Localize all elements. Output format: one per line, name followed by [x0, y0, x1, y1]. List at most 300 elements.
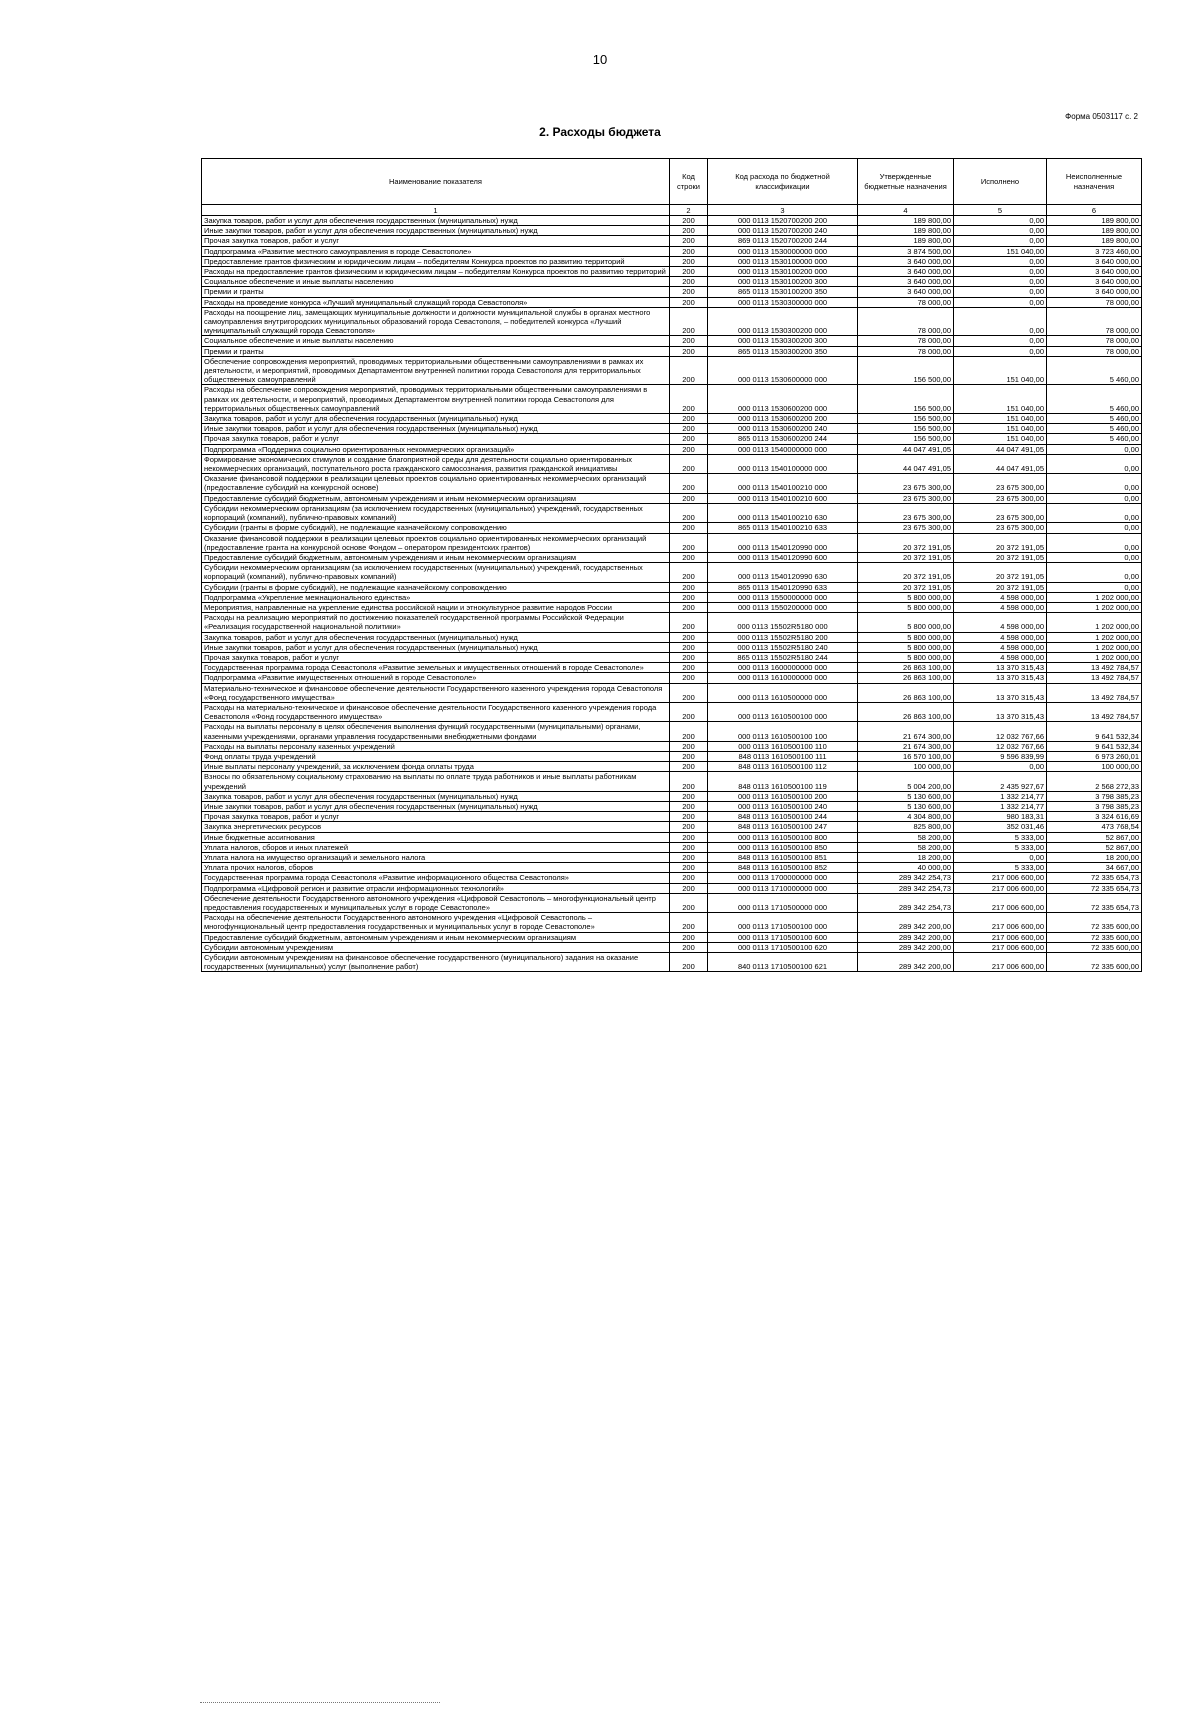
cell-executed: 352 031,46 — [954, 822, 1047, 832]
cell-name: Иные закупки товаров, работ и услуг для обеспечения государственных (муниципальных) нужд — [202, 801, 670, 811]
cell-line-code: 200 — [670, 336, 708, 346]
cell-approved: 289 342 200,00 — [858, 913, 954, 932]
cell-line-code: 200 — [670, 762, 708, 772]
cell-unexecuted: 189 800,00 — [1047, 236, 1142, 246]
cell-executed: 5 333,00 — [954, 863, 1047, 873]
cell-unexecuted: 1 202 000,00 — [1047, 602, 1142, 612]
cell-line-code: 200 — [670, 702, 708, 721]
cell-budget-code: 848 0113 1610500100 247 — [708, 822, 858, 832]
cell-budget-code: 865 0113 15502R5180 244 — [708, 652, 858, 662]
cell-executed: 4 598 000,00 — [954, 652, 1047, 662]
table-row — [202, 722, 1142, 741]
cell-executed: 44 047 491,05 — [954, 444, 1047, 454]
header-line-code: Код строки — [670, 159, 708, 205]
header-budget-code: Код расхода по бюджетной классификации — [708, 159, 858, 205]
cell-unexecuted: 78 000,00 — [1047, 307, 1142, 336]
cell-name: Премии и гранты — [202, 287, 670, 297]
table-row — [202, 592, 1142, 602]
cell-budget-code: 000 0113 1520700200 240 — [708, 226, 858, 236]
cell-unexecuted: 72 335 600,00 — [1047, 932, 1142, 942]
cell-approved: 26 863 100,00 — [858, 673, 954, 683]
cell-budget-code: 865 0113 1540120990 633 — [708, 582, 858, 592]
cell-name: Уплата прочих налогов, сборов — [202, 863, 670, 873]
cell-name: Расходы на выплаты персоналу казенных учреждений — [202, 741, 670, 751]
cell-line-code: 200 — [670, 277, 708, 287]
cell-line-code: 200 — [670, 592, 708, 602]
cell-name: Закупка товаров, работ и услуг для обеспечения государственных (муниципальных) нужд — [202, 414, 670, 424]
cell-name: Предоставление субсидий бюджетным, автономным учреждениям и иным некоммерческим организациям — [202, 493, 670, 503]
cell-name: Расходы на реализацию мероприятий по достижению показателей государственной программы Российской Федерации «Реализация государственной национальной политики» — [202, 613, 670, 632]
cell-approved: 5 800 000,00 — [858, 642, 954, 652]
cell-executed: 217 006 600,00 — [954, 873, 1047, 883]
cell-name: Расходы на обеспечение сопровождения мероприятий, проводимых территориальными общественными самоуправлениями в рамках их деятельности, и мероприятий, проводимых Департаментом внутренней политики города Севастополя для территориальных общественных самоуправлений — [202, 385, 670, 414]
cell-unexecuted: 3 640 000,00 — [1047, 287, 1142, 297]
cell-unexecuted: 2 568 272,33 — [1047, 772, 1142, 791]
table-row — [202, 853, 1142, 863]
cell-approved: 78 000,00 — [858, 307, 954, 336]
table-row — [202, 424, 1142, 434]
cell-executed: 13 370 315,43 — [954, 663, 1047, 673]
cell-line-code: 200 — [670, 613, 708, 632]
cell-approved: 44 047 491,05 — [858, 454, 954, 473]
cell-executed: 217 006 600,00 — [954, 932, 1047, 942]
col-number: 6 — [1047, 205, 1142, 216]
table-row — [202, 741, 1142, 751]
cell-budget-code: 840 0113 1710500100 621 — [708, 953, 858, 972]
cell-line-code: 200 — [670, 873, 708, 883]
table-row — [202, 216, 1142, 226]
table-row — [202, 346, 1142, 356]
cell-name: Оказание финансовой поддержки в реализации целевых проектов социально ориентированных некоммерческих организаций (предоставление субсидий на конкурсной основе) — [202, 474, 670, 493]
cell-line-code: 200 — [670, 434, 708, 444]
cell-line-code: 200 — [670, 287, 708, 297]
cell-executed: 20 372 191,05 — [954, 552, 1047, 562]
cell-unexecuted: 0,00 — [1047, 533, 1142, 552]
table-row — [202, 523, 1142, 533]
cell-unexecuted: 189 800,00 — [1047, 226, 1142, 236]
cell-approved: 3 640 000,00 — [858, 287, 954, 297]
table-row — [202, 812, 1142, 822]
cell-approved: 26 863 100,00 — [858, 683, 954, 702]
cell-executed: 4 598 000,00 — [954, 613, 1047, 632]
cell-approved: 58 200,00 — [858, 842, 954, 852]
cell-line-code: 200 — [670, 602, 708, 612]
cell-approved: 3 640 000,00 — [858, 267, 954, 277]
cell-approved: 156 500,00 — [858, 385, 954, 414]
cell-executed: 9 596 839,99 — [954, 751, 1047, 761]
cell-line-code: 200 — [670, 297, 708, 307]
cell-line-code: 200 — [670, 307, 708, 336]
cell-unexecuted: 5 460,00 — [1047, 434, 1142, 444]
cell-unexecuted: 78 000,00 — [1047, 346, 1142, 356]
cell-approved: 26 863 100,00 — [858, 702, 954, 721]
cell-budget-code: 000 0113 1550000000 000 — [708, 592, 858, 602]
table-row — [202, 414, 1142, 424]
cell-executed: 4 598 000,00 — [954, 632, 1047, 642]
cell-name: Расходы на проведение конкурса «Лучший муниципальный служащий города Севастополя» — [202, 297, 670, 307]
cell-unexecuted: 9 641 532,34 — [1047, 741, 1142, 751]
cell-budget-code: 848 0113 1610500100 119 — [708, 772, 858, 791]
cell-name: Оказание финансовой поддержки в реализации целевых проектов социально ориентированных некоммерческих организаций (предоставление гранта на конкурсной основе Фондом – оператором президентских грантов) — [202, 533, 670, 552]
cell-budget-code: 000 0113 1610500100 200 — [708, 791, 858, 801]
cell-approved: 289 342 254,73 — [858, 883, 954, 893]
cell-budget-code: 000 0113 1520700200 200 — [708, 216, 858, 226]
cell-name: Прочая закупка товаров, работ и услуг — [202, 652, 670, 662]
cell-line-code: 200 — [670, 267, 708, 277]
cell-unexecuted: 72 335 654,73 — [1047, 893, 1142, 912]
cell-budget-code: 000 0113 1610500100 000 — [708, 702, 858, 721]
cell-executed: 0,00 — [954, 346, 1047, 356]
cell-approved: 156 500,00 — [858, 414, 954, 424]
table-row — [202, 297, 1142, 307]
cell-line-code: 200 — [670, 863, 708, 873]
cell-name: Закупка товаров, работ и услуг для обеспечения государственных (муниципальных) нужд — [202, 791, 670, 801]
cell-line-code: 200 — [670, 414, 708, 424]
cell-line-code: 200 — [670, 642, 708, 652]
table-row — [202, 267, 1142, 277]
cell-name: Расходы на выплаты персоналу в целях обеспечения выполнения функций государственными (муниципальными) органами, казенными учреждениями, органами управления государственными внебюджетными фондами — [202, 722, 670, 741]
cell-unexecuted: 78 000,00 — [1047, 336, 1142, 346]
cell-unexecuted: 189 800,00 — [1047, 216, 1142, 226]
cell-approved: 5 004 200,00 — [858, 772, 954, 791]
cell-approved: 78 000,00 — [858, 297, 954, 307]
cell-line-code: 200 — [670, 493, 708, 503]
cell-name: Иные выплаты персоналу учреждений, за исключением фонда оплаты труда — [202, 762, 670, 772]
cell-line-code: 200 — [670, 683, 708, 702]
cell-name: Формирование экономических стимулов и создание благоприятной среды для деятельности социально ориентированных некоммерческих организаций, поступательного роста гражданского самосознания, развития гражданской инициативы — [202, 454, 670, 473]
cell-unexecuted: 0,00 — [1047, 582, 1142, 592]
cell-name: Закупка энергетических ресурсов — [202, 822, 670, 832]
cell-budget-code: 848 0113 1610500100 851 — [708, 853, 858, 863]
cell-budget-code: 000 0113 1550200000 000 — [708, 602, 858, 612]
cell-name: Расходы на материально-техническое и финансовое обеспечение деятельности Государственного казенного учреждения города Севастополя «Фонд государственного имущества» — [202, 702, 670, 721]
cell-line-code: 200 — [670, 663, 708, 673]
cell-executed: 2 435 927,67 — [954, 772, 1047, 791]
cell-name: Подпрограмма «Укрепление межнационального единства» — [202, 592, 670, 602]
page-bottom-mark — [200, 1702, 440, 1703]
table-row — [202, 932, 1142, 942]
table-row — [202, 913, 1142, 932]
cell-name: Социальное обеспечение и иные выплаты населению — [202, 336, 670, 346]
cell-unexecuted: 0,00 — [1047, 493, 1142, 503]
column-number-row — [202, 205, 1142, 216]
cell-line-code: 200 — [670, 741, 708, 751]
cell-executed: 20 372 191,05 — [954, 582, 1047, 592]
cell-unexecuted: 0,00 — [1047, 552, 1142, 562]
cell-budget-code: 000 0113 15502R5180 000 — [708, 613, 858, 632]
cell-name: Субсидии некоммерческим организациям (за исключением государственных (муниципальных) учреждений, государственных корпораций (компаний), публично-правовых компаний) — [202, 563, 670, 582]
table-row — [202, 503, 1142, 522]
cell-executed: 1 332 214,77 — [954, 791, 1047, 801]
cell-budget-code: 848 0113 1610500100 244 — [708, 812, 858, 822]
cell-name: Подпрограмма «Развитие имущественных отношений в городе Севастополе» — [202, 673, 670, 683]
cell-unexecuted: 0,00 — [1047, 563, 1142, 582]
cell-executed: 4 598 000,00 — [954, 602, 1047, 612]
cell-approved: 5 800 000,00 — [858, 613, 954, 632]
cell-approved: 40 000,00 — [858, 863, 954, 873]
cell-executed: 23 675 300,00 — [954, 523, 1047, 533]
cell-executed: 0,00 — [954, 277, 1047, 287]
cell-budget-code: 000 0113 1530600200 000 — [708, 385, 858, 414]
cell-budget-code: 000 0113 1530300200 000 — [708, 307, 858, 336]
table-row — [202, 832, 1142, 842]
cell-executed: 0,00 — [954, 236, 1047, 246]
cell-budget-code: 000 0113 1610500100 100 — [708, 722, 858, 741]
cell-name: Подпрограмма «Развитие местного самоуправления в городе Севастополе» — [202, 246, 670, 256]
cell-line-code: 200 — [670, 942, 708, 952]
table-row — [202, 533, 1142, 552]
table-row — [202, 552, 1142, 562]
cell-name: Расходы на поощрение лиц, замещающих муниципальные должности и должности муниципальной службы в органах местного самоуправления внутригородских муниципальных образований города Севастополя, – победителей конкурса «Лучший муниципальный служащий города Севастополя» — [202, 307, 670, 336]
table-row — [202, 762, 1142, 772]
cell-approved: 23 675 300,00 — [858, 503, 954, 522]
cell-approved: 289 342 200,00 — [858, 953, 954, 972]
cell-executed: 44 047 491,05 — [954, 454, 1047, 473]
table-row — [202, 893, 1142, 912]
cell-line-code: 200 — [670, 751, 708, 761]
cell-unexecuted: 3 640 000,00 — [1047, 277, 1142, 287]
cell-budget-code: 000 0113 1610500100 800 — [708, 832, 858, 842]
cell-line-code: 200 — [670, 812, 708, 822]
table-row — [202, 277, 1142, 287]
cell-budget-code: 000 0113 15502R5180 240 — [708, 642, 858, 652]
cell-executed: 12 032 767,66 — [954, 722, 1047, 741]
cell-name: Расходы на предоставление грантов физическим и юридическим лицам – победителям Конкурса проектов по развитию территорий — [202, 267, 670, 277]
cell-executed: 4 598 000,00 — [954, 642, 1047, 652]
cell-budget-code: 865 0113 1530300200 350 — [708, 346, 858, 356]
cell-name: Субсидии автономным учреждениям — [202, 942, 670, 952]
cell-line-code: 200 — [670, 883, 708, 893]
cell-name: Уплата налога на имущество организаций и земельного налога — [202, 853, 670, 863]
cell-executed: 217 006 600,00 — [954, 883, 1047, 893]
cell-name: Прочая закупка товаров, работ и услуг — [202, 812, 670, 822]
cell-budget-code: 000 0113 1540100210 600 — [708, 493, 858, 503]
table-row — [202, 673, 1142, 683]
table-row — [202, 287, 1142, 297]
cell-executed: 0,00 — [954, 297, 1047, 307]
cell-approved: 23 675 300,00 — [858, 474, 954, 493]
cell-name: Субсидии (гранты в форме субсидий), не подлежащие казначейскому сопровождению — [202, 582, 670, 592]
cell-line-code: 200 — [670, 444, 708, 454]
cell-name: Расходы на обеспечение деятельности Государственного автономного учреждения «Цифровой Севастополь – многофункциональный центр предоставления государственных и муниципальных услуг в городе Севастополе» — [202, 913, 670, 932]
cell-approved: 5 800 000,00 — [858, 632, 954, 642]
cell-budget-code: 000 0113 1540100000 000 — [708, 454, 858, 473]
col-number: 1 — [202, 205, 670, 216]
table-row — [202, 683, 1142, 702]
cell-budget-code: 000 0113 1610500000 000 — [708, 683, 858, 702]
cell-budget-code: 000 0113 1610500100 850 — [708, 842, 858, 852]
cell-unexecuted: 1 202 000,00 — [1047, 613, 1142, 632]
table-body — [202, 216, 1142, 972]
cell-unexecuted: 72 335 600,00 — [1047, 942, 1142, 952]
cell-name: Обеспечение сопровождения мероприятий, проводимых территориальными общественными самоуправлениями в рамках их деятельности, и мероприятий, проводимых Департаментом внутренней политики города Севастополя для территориальных общественных самоуправлений — [202, 356, 670, 385]
cell-executed: 151 040,00 — [954, 424, 1047, 434]
table-row — [202, 663, 1142, 673]
cell-line-code: 200 — [670, 801, 708, 811]
cell-approved: 58 200,00 — [858, 832, 954, 842]
cell-approved: 289 342 200,00 — [858, 942, 954, 952]
cell-approved: 26 863 100,00 — [858, 663, 954, 673]
cell-executed: 0,00 — [954, 287, 1047, 297]
cell-unexecuted: 78 000,00 — [1047, 297, 1142, 307]
cell-unexecuted: 13 492 784,57 — [1047, 683, 1142, 702]
cell-name: Премии и гранты — [202, 346, 670, 356]
cell-executed: 13 370 315,43 — [954, 702, 1047, 721]
cell-budget-code: 000 0113 1710500100 600 — [708, 932, 858, 942]
cell-unexecuted: 100 000,00 — [1047, 762, 1142, 772]
cell-unexecuted: 72 335 600,00 — [1047, 953, 1142, 972]
cell-executed: 5 333,00 — [954, 842, 1047, 852]
cell-line-code: 200 — [670, 424, 708, 434]
cell-name: Предоставление грантов физическим и юридическим лицам – победителям Конкурса проектов по развитию территорий — [202, 256, 670, 266]
cell-name: Подпрограмма «Цифровой регион и развитие отрасли информационных технологий» — [202, 883, 670, 893]
cell-line-code: 200 — [670, 913, 708, 932]
cell-budget-code: 000 0113 1710500100 000 — [708, 913, 858, 932]
cell-budget-code: 000 0113 1530600200 200 — [708, 414, 858, 424]
cell-line-code: 200 — [670, 822, 708, 832]
cell-unexecuted: 3 798 385,23 — [1047, 801, 1142, 811]
cell-approved: 189 800,00 — [858, 226, 954, 236]
cell-line-code: 200 — [670, 385, 708, 414]
cell-budget-code: 000 0113 1710500000 000 — [708, 893, 858, 912]
cell-unexecuted: 473 768,54 — [1047, 822, 1142, 832]
table-row — [202, 801, 1142, 811]
table-row — [202, 582, 1142, 592]
cell-line-code: 200 — [670, 582, 708, 592]
cell-unexecuted: 9 641 532,34 — [1047, 722, 1142, 741]
cell-unexecuted: 6 973 260,01 — [1047, 751, 1142, 761]
cell-unexecuted: 5 460,00 — [1047, 424, 1142, 434]
table-row — [202, 236, 1142, 246]
cell-unexecuted: 13 492 784,57 — [1047, 673, 1142, 683]
cell-unexecuted: 52 867,00 — [1047, 832, 1142, 842]
cell-line-code: 200 — [670, 932, 708, 942]
cell-name: Государственная программа города Севастополя «Развитие информационного общества Севастополя» — [202, 873, 670, 883]
cell-approved: 16 570 100,00 — [858, 751, 954, 761]
cell-line-code: 200 — [670, 523, 708, 533]
cell-budget-code: 848 0113 1610500100 852 — [708, 863, 858, 873]
cell-approved: 3 640 000,00 — [858, 277, 954, 287]
form-label: Форма 0503117 с. 2 — [1065, 112, 1138, 121]
cell-name: Иные бюджетные ассигнования — [202, 832, 670, 842]
cell-budget-code: 000 0113 1700000000 000 — [708, 873, 858, 883]
cell-unexecuted: 34 667,00 — [1047, 863, 1142, 873]
header-name: Наименование показателя — [202, 159, 670, 205]
cell-unexecuted: 0,00 — [1047, 444, 1142, 454]
cell-name: Уплата налогов, сборов и иных платежей — [202, 842, 670, 852]
cell-name: Подпрограмма «Поддержка социально ориентированных некоммерческих организаций» — [202, 444, 670, 454]
cell-executed: 217 006 600,00 — [954, 953, 1047, 972]
cell-unexecuted: 13 492 784,57 — [1047, 663, 1142, 673]
cell-line-code: 200 — [670, 772, 708, 791]
cell-approved: 5 800 000,00 — [858, 652, 954, 662]
page-title: 2. Расходы бюджета — [539, 125, 661, 139]
cell-executed: 151 040,00 — [954, 414, 1047, 424]
cell-budget-code: 000 0113 1600000000 000 — [708, 663, 858, 673]
cell-executed: 20 372 191,05 — [954, 533, 1047, 552]
cell-name: Фонд оплаты труда учреждений — [202, 751, 670, 761]
cell-executed: 0,00 — [954, 853, 1047, 863]
header-executed: Исполнено — [954, 159, 1047, 205]
cell-budget-code: 865 0113 1530600200 244 — [708, 434, 858, 444]
table-row — [202, 642, 1142, 652]
cell-approved: 21 674 300,00 — [858, 722, 954, 741]
cell-unexecuted: 3 640 000,00 — [1047, 267, 1142, 277]
table-row — [202, 883, 1142, 893]
cell-line-code: 200 — [670, 236, 708, 246]
cell-name: Материально-техническое и финансовое обеспечение деятельности Государственного казенного учреждения города Севастополя «Фонд государственного имущества» — [202, 683, 670, 702]
cell-approved: 189 800,00 — [858, 216, 954, 226]
cell-executed: 0,00 — [954, 762, 1047, 772]
cell-executed: 13 370 315,43 — [954, 673, 1047, 683]
cell-approved: 289 342 254,73 — [858, 873, 954, 883]
cell-name: Иные закупки товаров, работ и услуг для обеспечения государственных (муниципальных) нужд — [202, 424, 670, 434]
cell-executed: 217 006 600,00 — [954, 942, 1047, 952]
table-row — [202, 822, 1142, 832]
cell-line-code: 200 — [670, 832, 708, 842]
cell-budget-code: 000 0113 1610500100 110 — [708, 741, 858, 751]
cell-approved: 156 500,00 — [858, 356, 954, 385]
cell-line-code: 200 — [670, 226, 708, 236]
cell-unexecuted: 5 460,00 — [1047, 414, 1142, 424]
cell-executed: 217 006 600,00 — [954, 913, 1047, 932]
cell-approved: 5 130 600,00 — [858, 801, 954, 811]
cell-unexecuted: 52 867,00 — [1047, 842, 1142, 852]
cell-approved: 20 372 191,05 — [858, 533, 954, 552]
cell-unexecuted: 72 335 654,73 — [1047, 883, 1142, 893]
cell-approved: 20 372 191,05 — [858, 552, 954, 562]
cell-unexecuted: 1 202 000,00 — [1047, 642, 1142, 652]
cell-budget-code: 865 0113 1540100210 633 — [708, 523, 858, 533]
cell-unexecuted: 3 640 000,00 — [1047, 256, 1142, 266]
cell-line-code: 200 — [670, 216, 708, 226]
cell-budget-code: 865 0113 1530100200 350 — [708, 287, 858, 297]
cell-executed: 980 183,31 — [954, 812, 1047, 822]
cell-approved: 825 800,00 — [858, 822, 954, 832]
cell-approved: 156 500,00 — [858, 424, 954, 434]
cell-line-code: 200 — [670, 256, 708, 266]
cell-line-code: 200 — [670, 853, 708, 863]
cell-line-code: 200 — [670, 533, 708, 552]
table-row — [202, 444, 1142, 454]
table-row — [202, 434, 1142, 444]
table-row — [202, 791, 1142, 801]
table-row — [202, 863, 1142, 873]
cell-approved: 156 500,00 — [858, 434, 954, 444]
table-row — [202, 356, 1142, 385]
cell-line-code: 200 — [670, 503, 708, 522]
cell-executed: 23 675 300,00 — [954, 474, 1047, 493]
cell-budget-code: 000 0113 1530300200 300 — [708, 336, 858, 346]
cell-line-code: 200 — [670, 552, 708, 562]
col-number: 2 — [670, 205, 708, 216]
cell-name: Субсидии (гранты в форме субсидий), не подлежащие казначейскому сопровождению — [202, 523, 670, 533]
cell-approved: 289 342 254,73 — [858, 893, 954, 912]
table-row — [202, 953, 1142, 972]
cell-approved: 4 304 800,00 — [858, 812, 954, 822]
cell-name: Иные закупки товаров, работ и услуг для обеспечения государственных (муниципальных) нужд — [202, 642, 670, 652]
cell-approved: 3 874 500,00 — [858, 246, 954, 256]
cell-unexecuted: 72 335 654,73 — [1047, 873, 1142, 883]
cell-approved: 78 000,00 — [858, 336, 954, 346]
cell-line-code: 200 — [670, 474, 708, 493]
cell-name: Государственная программа города Севастополя «Развитие земельных и имущественных отношений в городе Севастополе» — [202, 663, 670, 673]
cell-executed: 0,00 — [954, 226, 1047, 236]
cell-budget-code: 869 0113 1520700200 244 — [708, 236, 858, 246]
cell-executed: 13 370 315,43 — [954, 683, 1047, 702]
cell-budget-code: 000 0113 1530600000 000 — [708, 356, 858, 385]
cell-executed: 0,00 — [954, 307, 1047, 336]
